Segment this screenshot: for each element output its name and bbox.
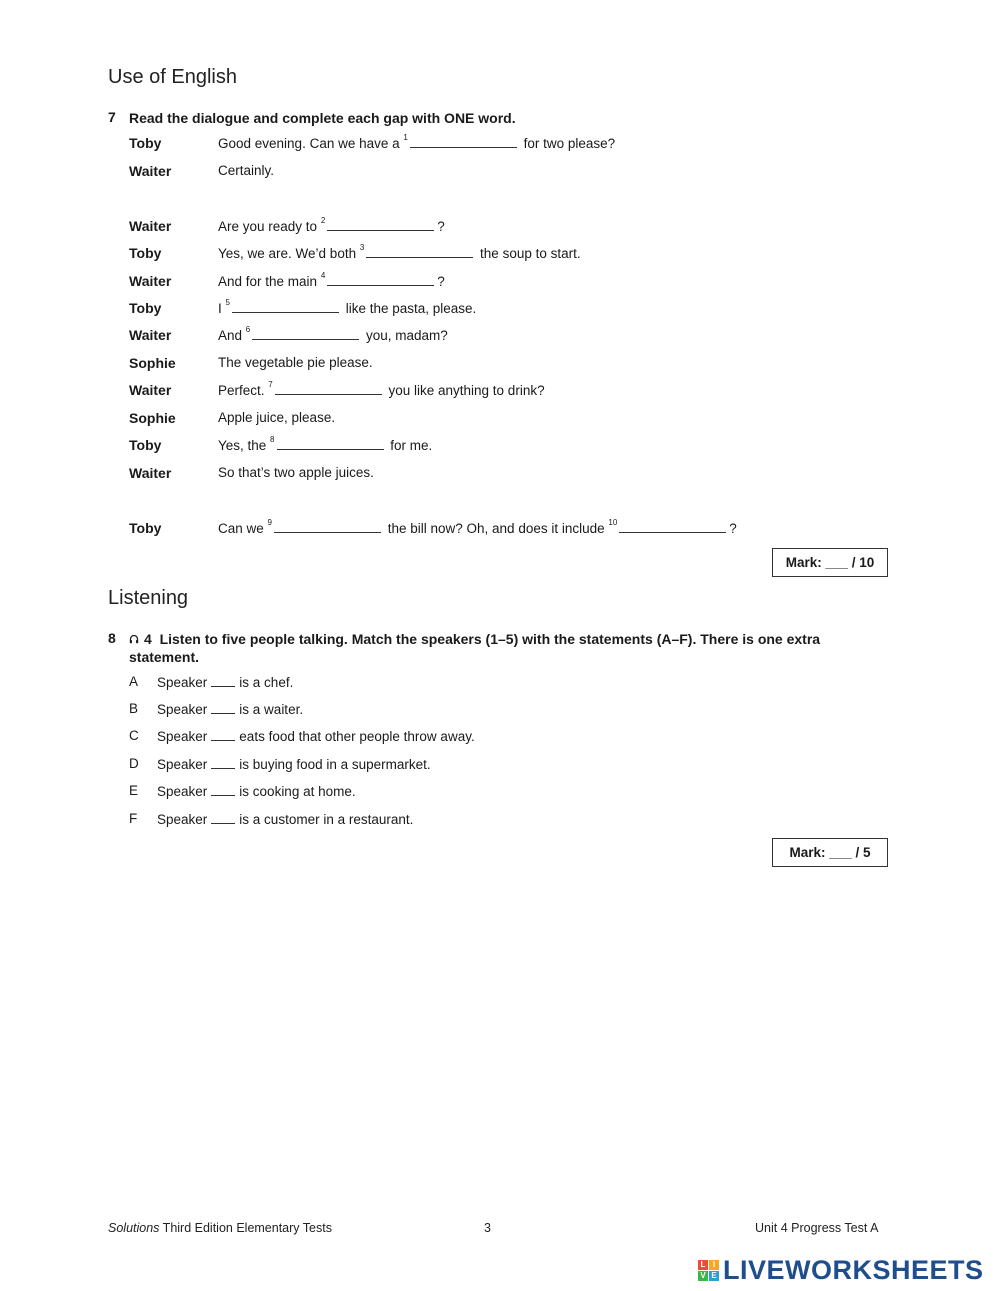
- statement-text: is a customer in a restaurant.: [239, 812, 414, 827]
- speaker-number-blank[interactable]: [211, 701, 235, 714]
- dialogue-text: Certainly.: [218, 163, 275, 178]
- dialogue-line: [218, 520, 737, 536]
- footer-test-name: Unit 4 Progress Test A: [755, 1221, 879, 1235]
- statement-item: [157, 728, 475, 744]
- task-7-instruction: Read the dialogue and complete each gap with ONE word.: [129, 110, 516, 126]
- logo-tile: L: [698, 1260, 708, 1270]
- gap-number: 1: [403, 133, 408, 142]
- dialogue-text: you like anything to drink?: [384, 383, 545, 398]
- statement-item: [157, 756, 431, 772]
- mark-box-task-8: Mark: ___ / 5: [772, 838, 888, 867]
- dialogue-text: So that’s two apple juices.: [218, 465, 374, 480]
- dialogue-speaker: Waiter: [129, 218, 172, 234]
- gap-blank[interactable]: [410, 135, 517, 148]
- gap-number: 7: [268, 380, 273, 389]
- dialogue-text: for me.: [386, 438, 433, 453]
- statement-letter: F: [129, 811, 138, 826]
- dialogue-line: [218, 327, 448, 343]
- footer-edition: Third Edition Elementary Tests: [159, 1221, 332, 1235]
- gap-blank[interactable]: [366, 245, 473, 258]
- dialogue-text: like the pasta, please.: [341, 301, 477, 316]
- gap-number: 4: [320, 271, 326, 280]
- gap-blank[interactable]: [277, 437, 384, 450]
- headphones-icon[interactable]: [129, 630, 140, 648]
- liveworksheets-logo[interactable]: [698, 1255, 984, 1286]
- dialogue-speaker: Waiter: [129, 465, 172, 481]
- dialogue-text: And: [218, 328, 246, 343]
- dialogue-speaker: Toby: [129, 245, 162, 261]
- dialogue-line: [218, 382, 545, 398]
- task-7-number: 7: [108, 109, 116, 125]
- dialogue-text: Yes, the: [218, 438, 271, 453]
- speaker-number-blank[interactable]: [211, 783, 235, 796]
- dialogue-line: [218, 437, 432, 453]
- gap-blank[interactable]: [327, 273, 434, 286]
- statement-item: [157, 811, 413, 827]
- dialogue-speaker: Toby: [129, 437, 162, 453]
- statement-text: is a waiter.: [239, 702, 304, 717]
- dialogue-text: for two please?: [519, 136, 616, 151]
- dialogue-line: [218, 273, 445, 289]
- speaker-number-blank[interactable]: [211, 811, 235, 824]
- dialogue-text: And for the main: [218, 274, 321, 289]
- dialogue-speaker: Waiter: [129, 163, 172, 179]
- gap-blank[interactable]: [275, 382, 382, 395]
- speaker-prefix: Speaker: [157, 675, 208, 690]
- task-8-number: 8: [108, 630, 116, 646]
- dialogue-text: the bill now? Oh, and does it include: [383, 521, 609, 536]
- statement-text: is buying food in a supermarket.: [239, 757, 431, 772]
- dialogue-text: ?: [437, 274, 445, 289]
- track-number: 4: [144, 631, 152, 647]
- gap-number: 8: [270, 435, 275, 444]
- statement-item: [157, 701, 303, 717]
- statement-letter: B: [129, 701, 139, 716]
- gap-number: 10: [608, 518, 618, 527]
- dialogue-speaker: Toby: [129, 520, 162, 536]
- logo-text: LIVEWORKSHEETS: [723, 1255, 984, 1285]
- gap-blank[interactable]: [327, 218, 434, 231]
- statement-text: is cooking at home.: [239, 784, 356, 799]
- dialogue-text: Good evening. Can we have a: [218, 136, 404, 151]
- statement-letter: C: [129, 728, 139, 743]
- footer-series: Solutions: [108, 1221, 160, 1235]
- dialogue-text: ?: [729, 521, 737, 536]
- dialogue-text: Yes, we are. We’d both: [218, 246, 360, 261]
- dialogue-line: [218, 135, 615, 151]
- task-8-instruction: Listen to five people talking. Match the speakers (1–5) with the statements (A–F). There is one extra statement.: [129, 631, 821, 665]
- gap-blank[interactable]: [232, 300, 339, 313]
- dialogue-text: the soup to start.: [476, 246, 581, 261]
- statement-text: eats food that other people throw away.: [239, 729, 475, 744]
- dialogue-line: [218, 410, 335, 425]
- dialogue-line: [218, 245, 581, 261]
- statement-item: [157, 674, 293, 690]
- dialogue-speaker: Waiter: [129, 327, 172, 343]
- dialogue-line: [218, 218, 445, 234]
- gap-number: 2: [320, 216, 326, 225]
- dialogue-speaker: Toby: [129, 300, 162, 316]
- dialogue-text: you, madam?: [362, 328, 448, 343]
- logo-tiles-icon: [698, 1260, 719, 1281]
- mark-box-task-7: Mark: ___ / 10: [772, 548, 888, 577]
- gap-number: 9: [267, 518, 272, 527]
- dialogue-line: [218, 163, 274, 178]
- section-title-use-of-english: Use of English: [108, 66, 237, 88]
- dialogue-text: The vegetable pie please.: [218, 355, 373, 370]
- speaker-prefix: Speaker: [157, 757, 208, 772]
- speaker-number-blank[interactable]: [211, 728, 235, 741]
- dialogue-text: ?: [437, 219, 445, 234]
- speaker-prefix: Speaker: [157, 784, 208, 799]
- gap-blank[interactable]: [274, 520, 381, 533]
- speaker-number-blank[interactable]: [211, 674, 235, 687]
- speaker-number-blank[interactable]: [211, 756, 235, 769]
- dialogue-line: [218, 465, 374, 480]
- logo-tile: I: [709, 1260, 719, 1270]
- statement-letter: A: [129, 674, 139, 689]
- dialogue-text: Can we: [218, 521, 268, 536]
- statement-text: is a chef.: [239, 675, 294, 690]
- statement-letter: D: [129, 756, 139, 771]
- dialogue-line: [218, 300, 476, 316]
- dialogue-text: Are you ready to: [218, 219, 321, 234]
- task-8-instruction-block: [129, 630, 869, 666]
- section-title-listening: Listening: [108, 587, 189, 609]
- dialogue-speaker: Toby: [129, 135, 162, 151]
- logo-tile: E: [709, 1271, 719, 1281]
- statement-letter: E: [129, 783, 139, 798]
- gap-number: 5: [225, 298, 230, 307]
- gap-number: 6: [245, 325, 251, 334]
- logo-tile: V: [698, 1271, 708, 1281]
- speaker-prefix: Speaker: [157, 812, 208, 827]
- dialogue-speaker: Sophie: [129, 410, 176, 426]
- gap-blank[interactable]: [619, 520, 726, 533]
- footer-page-number: 3: [484, 1221, 491, 1235]
- dialogue-text: Apple juice, please.: [218, 410, 336, 425]
- dialogue-text: Perfect.: [218, 383, 269, 398]
- gap-blank[interactable]: [252, 327, 359, 340]
- dialogue-text: I: [218, 301, 226, 316]
- statement-item: [157, 783, 356, 799]
- speaker-prefix: Speaker: [157, 702, 208, 717]
- dialogue-speaker: Waiter: [129, 382, 172, 398]
- dialogue-line: [218, 355, 373, 370]
- speaker-prefix: Speaker: [157, 729, 208, 744]
- footer-book-title: [108, 1221, 332, 1235]
- dialogue-speaker: Sophie: [129, 355, 176, 371]
- dialogue-speaker: Waiter: [129, 273, 172, 289]
- gap-number: 3: [359, 243, 365, 252]
